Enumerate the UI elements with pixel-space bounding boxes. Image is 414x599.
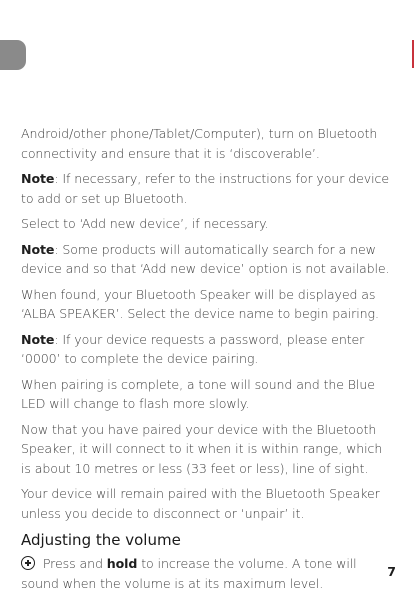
note-label: Note (21, 331, 55, 347)
note-auto-search (21, 240, 391, 279)
paragraph-pairing-complete (21, 375, 391, 414)
paragraph-range (21, 420, 391, 479)
bold-keyword: hold (106, 556, 138, 571)
paragraph-turn-on-bluetooth (21, 124, 391, 163)
note-password (21, 330, 391, 369)
paragraph-text: Android/other phone/Tablet/Computer), turn on Bluetooth connectivity and ensure that it is ‘discoverable’. (21, 126, 378, 161)
paragraph-device-found (21, 285, 391, 324)
paragraph-text: Select to ‘Add new device’, if necessary. (21, 216, 269, 231)
paragraph-text: Now that you have paired your device with the Bluetooth Speaker, it will connect to it when it is within range, which is about 10 metres or less (33 feet or less), line of sight. (21, 421, 383, 476)
section-heading-volume: Adjusting the volume (21, 531, 181, 549)
paragraph-text: When found, your Bluetooth Speaker will be displayed as ‘ALBA SPEAKER’. Select the device name to begin pairing. (21, 286, 379, 321)
paragraph-text: When pairing is complete, a tone will sound and the Blue LED will change to flash more slowly. (21, 376, 375, 411)
note-text: : Some products will automatically search for a new device and so that ‘Add new device’ option is not available. (21, 241, 390, 276)
paragraph-add-device (21, 214, 391, 234)
plus-circle-icon (21, 556, 35, 570)
paragraph-text: Press and (39, 556, 107, 571)
note-setup-bluetooth (21, 169, 391, 208)
note-text: : If your device requests a password, please enter ‘0000’ to complete the device pairing. (21, 331, 365, 366)
note-label: Note (21, 241, 55, 257)
note-text: : If necessary, refer to the instructions for your device to add or set up Bluetooth. (21, 171, 390, 206)
paragraph-volume-up (21, 554, 391, 593)
paragraph-text: Your device will remain paired with the Bluetooth Speaker unless you decide to disconnect or ‘unpair’ it. (21, 486, 380, 521)
page-number: 7 (387, 564, 396, 579)
section-tab (0, 40, 26, 70)
note-label: Note (21, 171, 55, 186)
paragraph-remain-paired (21, 484, 391, 523)
page-content (21, 124, 391, 599)
paragraph-text: to increase the volume. A tone will sound when the volume is at its maximum level. (21, 556, 357, 591)
